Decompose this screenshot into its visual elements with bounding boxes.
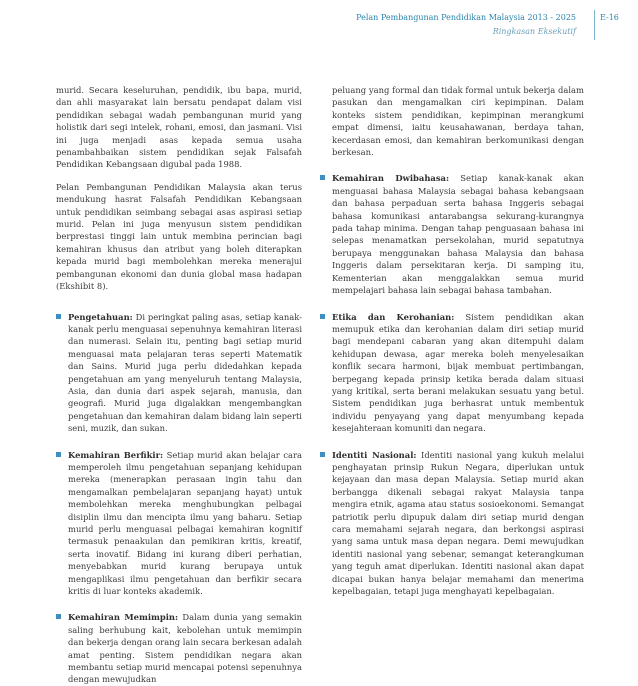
bullet-label: Pengetahuan:: [68, 311, 133, 322]
running-header-subtitle: Ringkasan Eksekutif: [492, 27, 576, 36]
bullet-label: Identiti Nasional:: [332, 449, 417, 460]
body-paragraph: Pelan Pembangunan Pendidikan Malaysia akan terus mendukung hasrat Falsafah Pendidikan Kebangsaan untuk pendidikan seimbang sebagai asas aspirasi setiap murid. Pelan ini juga menyusun sistem pendidikan berprestasi tinggi lain untuk membina perincian bagi kemahiran khusus dan atribut yang boleh diterapkan kepada murid bagi membolehkan mereka menerajui pembangunan ekonomi dan dunia global masa hadapan (Ekshibit 8).: [56, 181, 302, 292]
running-header-title: Pelan Pembangunan Pendidikan Malaysia 2013 - 2025: [356, 13, 576, 22]
bullet-text: Setiap murid akan belajar cara memperoleh ilmu pengetahuan sepanjang kehidupan mereka (menerapkan perasaan ingin tahu dan mengamalkan pembelajaran sepanjang hayat) untuk membolehkan mereka menghubungkan pelbagai disiplin ilmu dan mencipta ilmu yang baharu. Setiap murid perlu menguasai pelbagai kemahiran kognitif termasuk penaakulan dan pemikiran kritis, kreatif, serta inovatif. Bidang ini kurang diberi perhatian, menyebabkan murid kurang berupaya untuk mengaplikasi ilmu pengetahuan dan berfikir secara kritis di luar konteks akademik.: [68, 449, 302, 597]
bullet-label: Kemahiran Dwibahasa:: [332, 173, 450, 184]
square-bullet-icon: [320, 175, 325, 180]
bullet-identiti-nasional: [320, 449, 584, 598]
square-bullet-icon: [320, 452, 325, 457]
left-column: [56, 84, 302, 686]
square-bullet-icon: [56, 614, 61, 619]
bullet-kemahiran-berfikir: [56, 449, 302, 598]
bullet-text: Sistem pendidikan akan memupuk etika dan kerohanian dalam diri setiap murid bagi mendepani cabaran yang akan ditempuhi dalam kehidupan dewasa, agar mereka boleh menyelesaikan konflik secara harmoni, bijak membuat pertimbangan, berpegang kepada prinsip ketika berada dalam situasi yang kritikal, serta berani melakukan sesuatu yang betul. Sistem pendidikan juga berhasrat untuk membentuk individu penyayang yang dapat menyumbang kepada kesejahteraan komuniti dan negara.: [332, 311, 584, 434]
right-column: [320, 84, 584, 597]
bullet-text: Di peringkat paling asas, setiap kanak-kanak perlu menguasai sepenuhnya kemahiran literasi dan numerasi. Selain itu, penting bagi setiap murid menguasai mata pelajaran teras seperti Matematik dan Sains. Murid juga perlu didedahkan kepada pengetahuan am yang menyeluruh tentang Malaysia, Asia, dan dunia dari aspek sejarah, manusia, dan geografi. Murid juga digalakkan mengembangkan pengetahuan dan kemahiran dalam bidang lain seperti seni, muzik, dan sukan.: [68, 311, 302, 434]
square-bullet-icon: [56, 452, 61, 457]
bullet-text: Setiap kanak-kanak akan menguasai bahasa Malaysia sebagai bahasa kebangsaan dan bahasa perpaduan serta bahasa Inggeris sebagai bahasa komunikasi antarabangsa sekurang-kurangnya pada tahap minima. Dengan tahap penguasaan bahasa ini selepas menamatkan persekolahan, murid sepatutnya berupaya menggunakan bahasa Malaysia dan bahasa Inggeris dalam persekitaran kerja. Di samping itu, Kementerian akan menggalakkan semua murid mempelajari bahasa lain sebagai bahasa tambahan.: [332, 173, 584, 296]
page-number: E-16: [600, 13, 619, 22]
bullet-label: Kemahiran Berfikir:: [68, 449, 164, 460]
header-divider: [594, 10, 595, 40]
bullet-kemahiran-memimpin: [56, 611, 302, 685]
bullet-label: Etika dan Kerohanian:: [332, 311, 455, 322]
bullet-label: Kemahiran Memimpin:: [68, 612, 179, 623]
bullet-continuation: peluang yang formal dan tidak formal untuk bekerja dalam pasukan dan mengamalkan ciri kepimpinan. Dalam konteks sistem pendidikan, kepimpinan merangkumi empat dimensi, iaitu keusahawanan, berdaya tahan, kecerdasan emosi, dan kemahiran berkomunikasi dengan berkesan.: [332, 85, 584, 158]
bullet-etika-dan-kerohanian: [320, 311, 584, 435]
bullet-kemahiran-dwibahasa: [320, 172, 584, 296]
body-paragraph: murid. Secara keseluruhan, pendidik, ibu bapa, murid, dan ahli masyarakat lain bersatu pendapat dalam visi pendidikan sebagai wadah pembangunan murid yang holistik dari segi intelek, rohani, emosi, dan jasmani. Visi ini juga menjadi asas kepada semua usaha penambahbaikan sistem pendidikan sejak Falsafah Pendidikan Kebangsaan digubal pada 1988.: [56, 85, 302, 170]
square-bullet-icon: [320, 314, 325, 319]
bullet-text: Identiti nasional yang kukuh melalui penghayatan prinsip Rukun Negara, diperlukan untuk kejayaan dan masa depan Malaysia. Setiap murid akan berbangga dikenali sebagai rakyat Malaysia tanpa mengira etnik, agama atau status sosioekonomi. Semangat patriotik perlu dipupuk dalam diri setiap murid dengan cara memahami sejarah negara, dan berkongsi aspirasi yang sama untuk masa depan negara. Demi mewujudkan identiti nasional yang sebenar, semangat keterangkuman yang teguh amat diperlukan. Identiti nasional akan dapat dicapai bukan hanya belajar memahami dan menerima kepelbagaian, tetapi juga menghayati kepelbagaian.: [332, 449, 584, 597]
square-bullet-icon: [56, 314, 61, 319]
bullet-text: Dalam dunia yang semakin saling berhubung kait, kebolehan untuk memimpin dan bekerja dengan orang lain secara berkesan adalah amat penting. Sistem pendidikan negara akan membantu setiap murid mencapai potensi sepenuhnya dengan mewujudkan: [68, 612, 302, 685]
bullet-pengetahuan: [56, 311, 302, 435]
